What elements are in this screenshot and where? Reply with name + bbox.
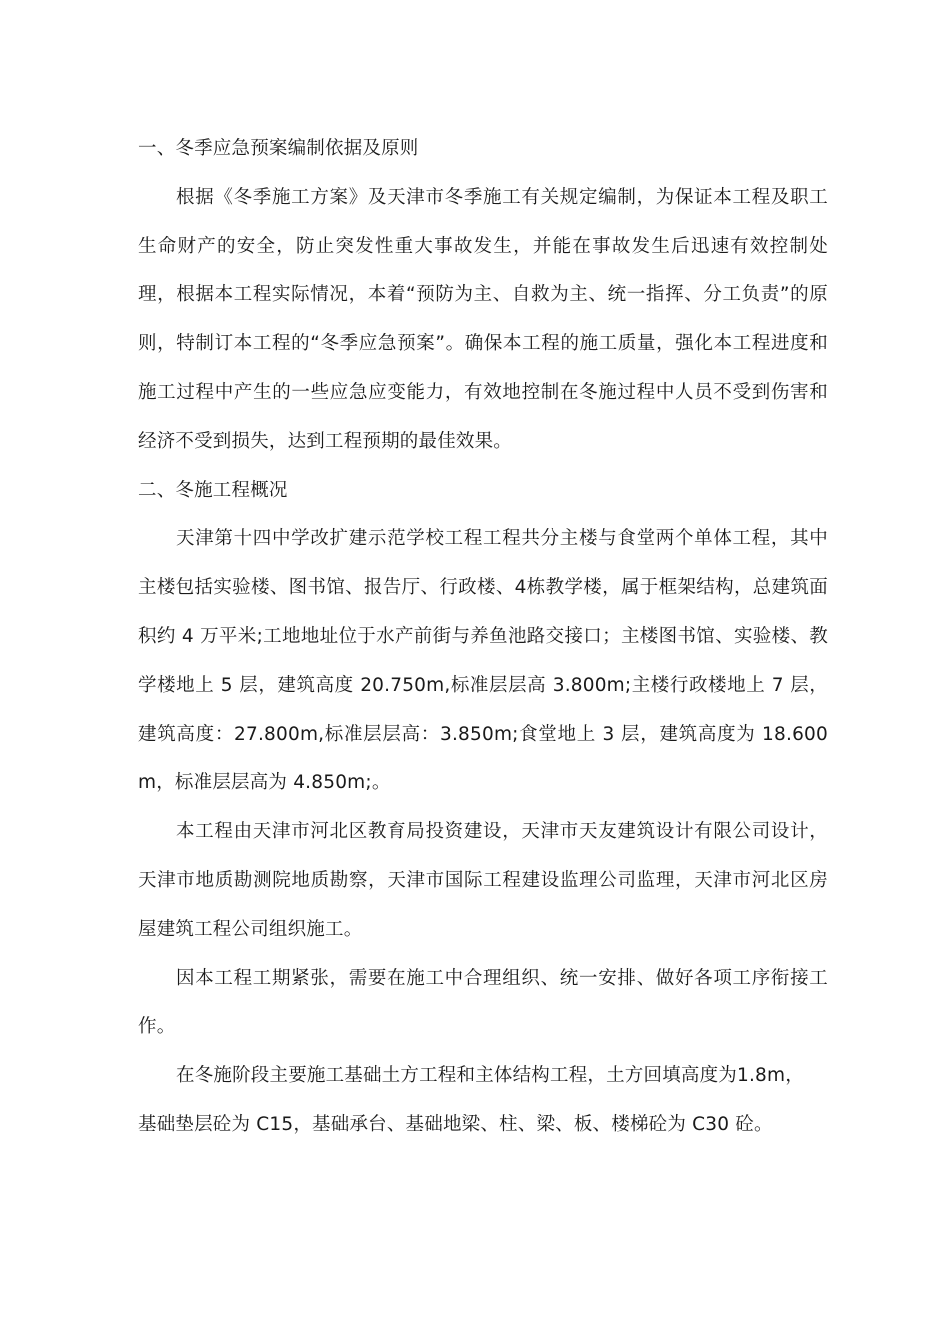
schedule-paragraph: 因本工程工期紧张，需要在施工中合理组织、统一安排、做好各项工序衔接工作。 <box>138 967 828 1038</box>
project-overview-paragraph: 天津第十四中学改扩建示范学校工程工程共分主楼与食堂两个单体工程，其中主楼包括实验楼、图书馆、报告厅、行政楼、4栋教学楼，属于框架结构，总建筑面积约 4 万平米;工地地址位于水产前街与养鱼池路交接口；主楼图书馆、实验楼、教学楼地上 5 层，建筑高度 20.750m,标准层层高 3.800m;主楼行政楼地上 7 层，建筑高度：27.800m,标准层层高：3.850m;食堂地上 3 层，建筑高度为 18.600m，标准层层高为 4.850m;。 <box>138 528 828 794</box>
section1-heading: 一、冬季应急预案编制依据及原则 <box>138 138 419 159</box>
section1-paragraph: 根据《冬季施工方案》及天津市冬季施工有关规定编制，为保证本工程及职工生命财产的安全，防止突发性重大事故发生，并能在事故发生后迅速有效控制处理，根据本工程实际情况，本着“预防为主、自救为主、统一指挥、分工负责”的原则，特制订本工程的“冬季应急预案”。确保本工程的施工质量，强化本工程进度和施工过程中产生的一些应急应变能力，有效地控制在冬施过程中人员不受到伤害和经济不受到损失，达到工程预期的最佳效果。 <box>138 186 828 452</box>
project-parties-paragraph: 本工程由天津市河北区教育局投资建设，天津市天友建筑设计有限公司设计，天津市地质勘测院地质勘察，天津市国际工程建设监理公司监理，天津市河北区房屋建筑工程公司组织施工。 <box>138 821 828 940</box>
winter-work-paragraph: 在冬施阶段主要施工基础土方工程和主体结构工程，土方回填高度为1.8m， <box>176 1065 804 1087</box>
document-body <box>138 125 828 1150</box>
concrete-grade-paragraph: 基础垫层砼为 C15，基础承台、基础地梁、柱、梁、板、楼梯砼为 C30 砼。 <box>138 1113 773 1135</box>
section2-heading: 二、冬施工程概况 <box>138 479 288 501</box>
